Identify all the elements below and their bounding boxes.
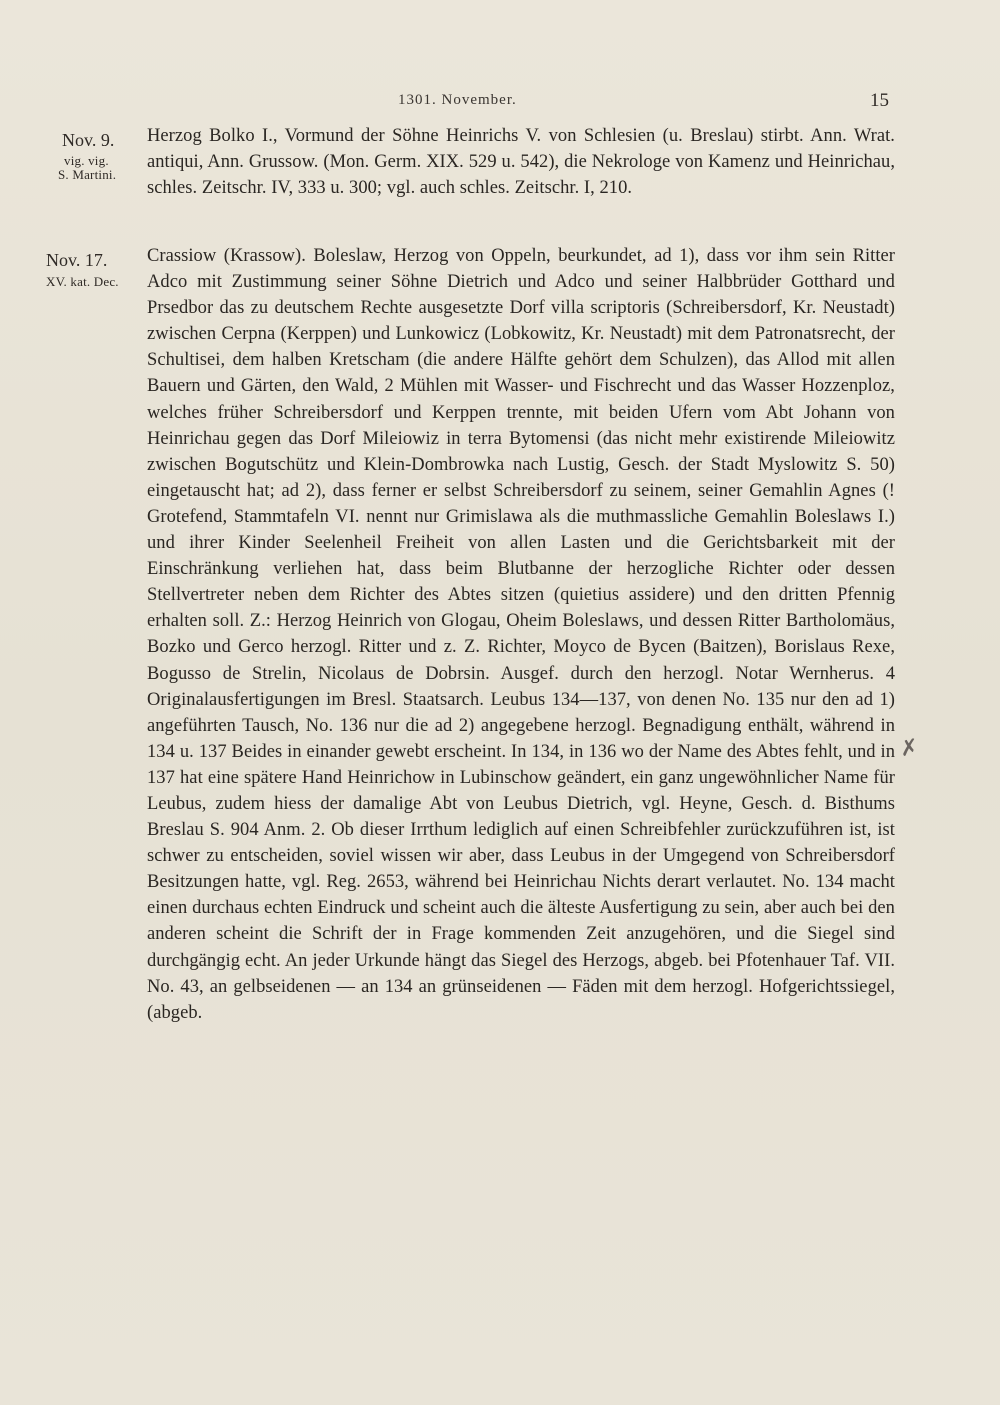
running-head xyxy=(0,90,1000,114)
handwritten-mark: ✗ xyxy=(898,734,921,763)
page-number: 15 xyxy=(870,90,889,111)
entry-body-text: Herzog Bolko I., Vormund der Söhne Heinrichs V. von Schlesien (u. Breslau) stirbt. Ann. Wrat. antiqui, Ann. Grussow. (Mon. Germ. XIX. 529 u. 542), die Nekrologe von Kamenz und Heinrichau, schles. Zeitschr. IV, 333 u. 300; vgl. auch schles. Zeitschr. I, 210. xyxy=(147,126,895,199)
running-title: 1301. November. xyxy=(398,92,517,108)
margin-note-line: vig. vig. xyxy=(64,153,109,168)
entry-body-text: Crassiow (Krassow). Boleslaw, Herzog von Oppeln, beurkundet, ad 1), dass vor ihm sein Ritter Adco mit Zustimmung seiner Söhne Dietrich und Adco und seiner Halbbrüder Gotthard und Prsedbor das zu deutschem Rechte ausgesetzte Dorf villa scriptoris (Schreibersdorf, Kr. Neustadt) zwischen Cerpna (Kerppen) und Lunkowicz (Lobkowitz, Kr. Neustadt) mit dem Patronatsrecht, der Schultisei, dem halben Kretscham (die andere Hälfte gehört dem Schulzen), das Allod mit allen Bauern und Gärten, den Wald, 2 Mühlen mit Wasser- und Fischrecht und das Wasser Hozzenploz, welches früher Schreibersdorf und Kerppen trennte, mit beiden Ufern vom Abt Johann von Heinrichau gegen das Dorf Mileiowiz in terra Bytomensi (das nicht mehr existirende Mileiowitz zwischen Bogutschütz und Klein-Dombrowka nach Lustig, Gesch. der Stadt Myslowitz S. 50) eingetauscht hat; ad 2), dass ferner er selbst Schreibersdorf zu seinem, seiner Gemahlin Agnes (! Grotefend, Stammtafeln VI. nennt nur Grimislawa als die muthmassliche Gemahlin Boleslaws I.) und ihrer Kinder Seelenheil Freiheit von allen Lasten und die Gerichtsbarkeit mit der Einschränkung verliehen hat, dass beim Blutbanne der herzogliche Richter oder dessen Stellvertreter neben dem Richter des Abtes sitzen (quietius assidere) und den dritten Pfennig erhalten soll. Z.: Herzog Heinrich von Glogau, Oheim Boleslaws, und dessen Ritter Bartholomäus, Bozko und Gerco herzogl. Ritter und z. Z. Richter, Moyco de Bycen (Baitzen), Borislaus Rexe, Bogusso de Strelin, Nicolaus de Dobrsin. Ausgef. durch den herzogl. Notar Wernherus. 4 Originalausfertigungen im Bresl. Staatsarch. Leubus 134—137, von denen No. 135 nur den ad 1) angeführten Tausch, No. 136 nur die ad 2) angegebene herzogl. Begnadigung enthält, während in 134 u. 137 Beides in einander gewebt erscheint. In 134, in 136 wo der Name des Abtes fehlt, und in 137 hat eine spätere Hand Heinrichow in Lubinschow geändert, ein ganz ungewöhnlicher Name für Leubus, zudem hiess der damalige Abt von Leubus Dietrich, vgl. Heyne, Gesch. d. Bisthums Breslau S. 904 Anm. 2. Ob dieser Irrthum lediglich auf einen Schreibfehler zurückzuführen ist, ist schwer zu entscheiden, soviel wissen wir aber, dass Leubus in der Umgegend von Schreibersdorf Besitzungen hatte, vgl. Reg. 2653, während bei Heinrichau Nichts derart verlautet. No. 134 macht einen durchaus echten Eindruck und scheint auch die älteste Ausfertigung zu sein, aber auch bei den anderen scheint die Schrift der in Frage kommenden Zeit anzugehören, und die Siegel sind durchgängig echt. An jeder Urkunde hängt das Siegel des Herzogs, abgeb. bei Pfotenhauer Taf. VII. No. 43, an gelbseidenen — an 134 an grünseidenen — Fäden mit dem herzogl. Hofgerichtssiegel, (abgeb. xyxy=(147,246,895,1023)
margin-note-line: S. Martini. xyxy=(58,167,117,182)
margin-note-line: XV. kat. Dec. xyxy=(46,274,119,289)
entry-date: Nov. 17. xyxy=(46,250,108,270)
entry-date: Nov. 9. xyxy=(62,130,115,150)
